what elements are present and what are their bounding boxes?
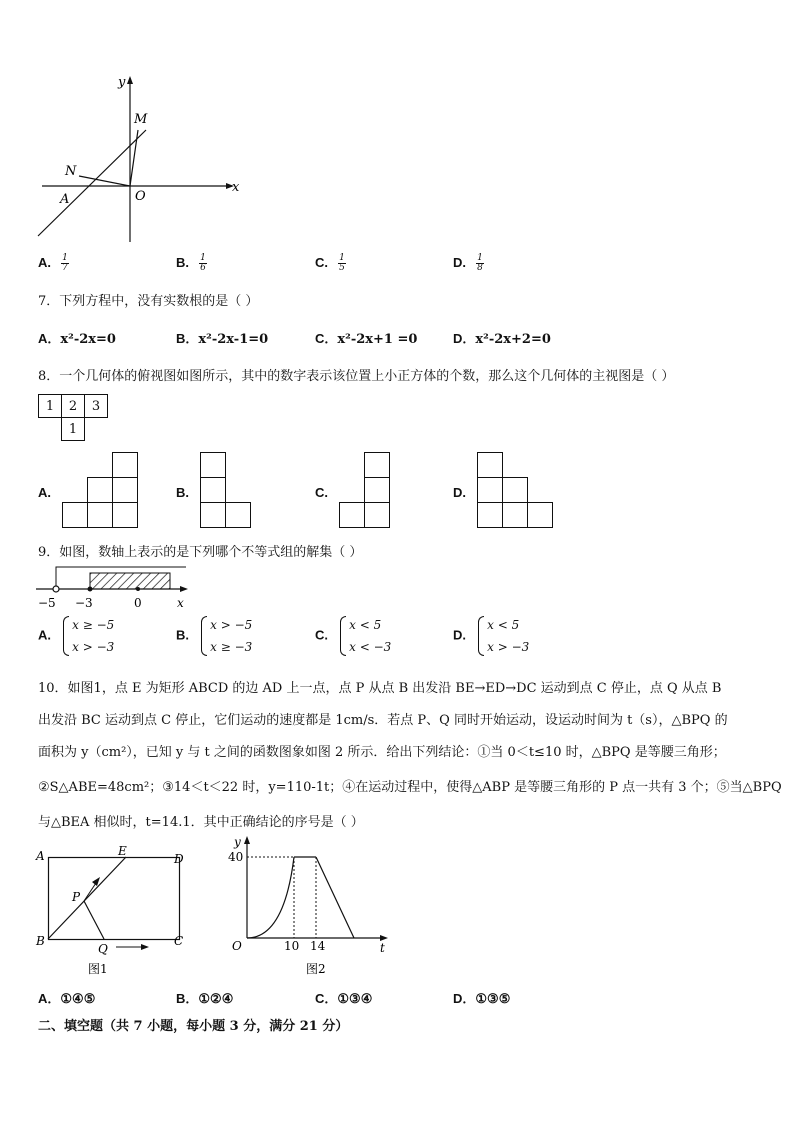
- q10-stem-line2: 出发沿 BC 运动到点 C 停止，它们运动的速度都是 1cm/s．若点 P、Q 同时开始运动，设运动时间为 t（s），△BPQ 的: [38, 713, 728, 728]
- fig2-label-40: 40: [228, 850, 244, 864]
- q8-top-view-grid: [38, 394, 108, 441]
- q6-label-O: O: [135, 189, 146, 204]
- inequality-system: x ≥ −5 x > −3: [63, 614, 114, 658]
- fig1-label-C: C: [174, 934, 184, 948]
- q7-option-b[interactable]: B．x²-2x-1=0: [176, 331, 269, 347]
- q6-option-a[interactable]: A. $\frac{1}{7}$: [38, 253, 68, 273]
- inequality-system: x < 5 x > −3: [478, 614, 529, 658]
- q8-option-d-label[interactable]: D.: [453, 485, 466, 500]
- q9-tick-minus3: −3: [75, 596, 93, 610]
- fraction: $\frac{1}{7}$: [62, 253, 68, 273]
- fig1-label-B: B: [36, 934, 45, 948]
- q10-option-b[interactable]: B．①②④: [176, 991, 234, 1007]
- fig1-label-P: P: [72, 890, 81, 904]
- q10-option-a[interactable]: A．①④⑤: [38, 991, 96, 1007]
- q6-option-d[interactable]: D. $\frac{1}{8}$: [453, 253, 483, 273]
- q6-label-N: N: [65, 164, 77, 179]
- q6-option-c[interactable]: C. $\frac{1}{5}$: [315, 253, 345, 273]
- grid-cell: 3: [85, 395, 108, 418]
- q9-number-line: [34, 562, 194, 612]
- q7-stem: 7．下列方程中，没有实数根的是（ ）: [38, 294, 259, 309]
- q8-option-b-label[interactable]: B.: [176, 485, 189, 500]
- fig2-label-O: O: [232, 939, 242, 953]
- fig2-label-t: t: [380, 941, 385, 955]
- q9-option-a[interactable]: A. x ≥ −5 x > −3: [38, 614, 114, 658]
- inequality-system: x < 5 x < −3: [340, 614, 391, 658]
- grid-cell: [39, 418, 62, 441]
- q7-option-a[interactable]: A．x²-2x=0: [38, 331, 116, 347]
- fraction: $\frac{1}{5}$: [339, 253, 345, 273]
- q8-option-c-figure: [339, 452, 391, 528]
- q10-stem-line4: ②S△ABE=48cm²；③14＜t＜22 时，y=110-1t；④在运动过程中，使得△ABP 是等腰三角形的 P 点一共有 3 个；⑤当△BPQ: [38, 780, 782, 795]
- fig2-caption: 图2: [306, 962, 326, 976]
- fraction: $\frac{1}{8}$: [477, 253, 483, 273]
- q10-stem-line5: 与△BEA 相似时，t=14.1．其中正确结论的序号是（ ）: [38, 815, 364, 830]
- q10-figure-1: [34, 843, 194, 979]
- q7-option-d[interactable]: D．x²-2x+2=0: [453, 331, 551, 347]
- fig2-label-y: y: [234, 835, 241, 849]
- q10-stem-line3: 面积为 y（cm²），已知 y 与 t 之间的函数图象如图 2 所示．给出下列结论：①当 0＜t≤10 时，△BPQ 是等腰三角形；: [38, 745, 726, 760]
- grid-cell: 1: [39, 395, 62, 418]
- fig2-label-10: 10: [284, 939, 300, 953]
- q6-figure: [34, 72, 244, 244]
- fig1-label-Q: Q: [98, 942, 108, 956]
- q9-tick-minus5: −5: [38, 596, 56, 610]
- fraction: $\frac{1}{6}$: [200, 253, 206, 273]
- q9-tick-0: 0: [134, 596, 142, 610]
- grid-cell: 2: [62, 395, 85, 418]
- q10-option-c[interactable]: C．①③④: [315, 991, 373, 1007]
- q9-option-c[interactable]: C. x < 5 x < −3: [315, 614, 391, 658]
- fig1-label-A: A: [36, 849, 45, 863]
- inequality-system: x > −5 x ≥ −3: [201, 614, 252, 658]
- q10-stem-line1: 10．如图1，点 E 为矩形 ABCD 的边 AD 上一点，点 P 从点 B 出发沿 BE→ED→DC 运动到点 C 停止，点 Q 从点 B: [38, 681, 722, 696]
- q8-option-a-figure: [62, 452, 138, 528]
- fig2-label-14: 14: [310, 939, 326, 953]
- q9-stem: 9．如图，数轴上表示的是下列哪个不等式组的解集（ ）: [38, 545, 363, 560]
- fig1-label-E: E: [118, 844, 127, 858]
- grid-cell: 1: [62, 418, 85, 441]
- fig1-label-D: D: [174, 852, 184, 866]
- q8-stem: 8．一个几何体的俯视图如图所示，其中的数字表示该位置上小正方体的个数，那么这个几何体的主视图是（ ）: [38, 369, 675, 384]
- q8-option-b-figure: [200, 452, 252, 528]
- grid-cell: [85, 418, 108, 441]
- q6-label-M: M: [134, 112, 148, 127]
- q8-option-d-figure: [477, 452, 553, 528]
- q6-label-y: y: [118, 75, 126, 90]
- q10-figure-2: [222, 830, 394, 980]
- q8-option-c-label[interactable]: C.: [315, 485, 328, 500]
- q9-option-d[interactable]: D. x < 5 x > −3: [453, 614, 529, 658]
- q6-label-A: A: [60, 192, 70, 207]
- q9-axis-x: x: [177, 596, 184, 610]
- q6-option-b[interactable]: B. $\frac{1}{6}$: [176, 253, 206, 273]
- q6-label-x: x: [232, 180, 240, 195]
- section-heading: 二、填空题（共 7 小题，每小题 3 分，满分 21 分）: [38, 1019, 349, 1034]
- q8-option-a-label[interactable]: A.: [38, 485, 51, 500]
- q10-option-d[interactable]: D．①③⑤: [453, 991, 511, 1007]
- q7-option-c[interactable]: C．x²-2x+1 =0: [315, 331, 418, 347]
- fig1-caption: 图1: [88, 962, 108, 976]
- q9-option-b[interactable]: B. x > −5 x ≥ −3: [176, 614, 252, 658]
